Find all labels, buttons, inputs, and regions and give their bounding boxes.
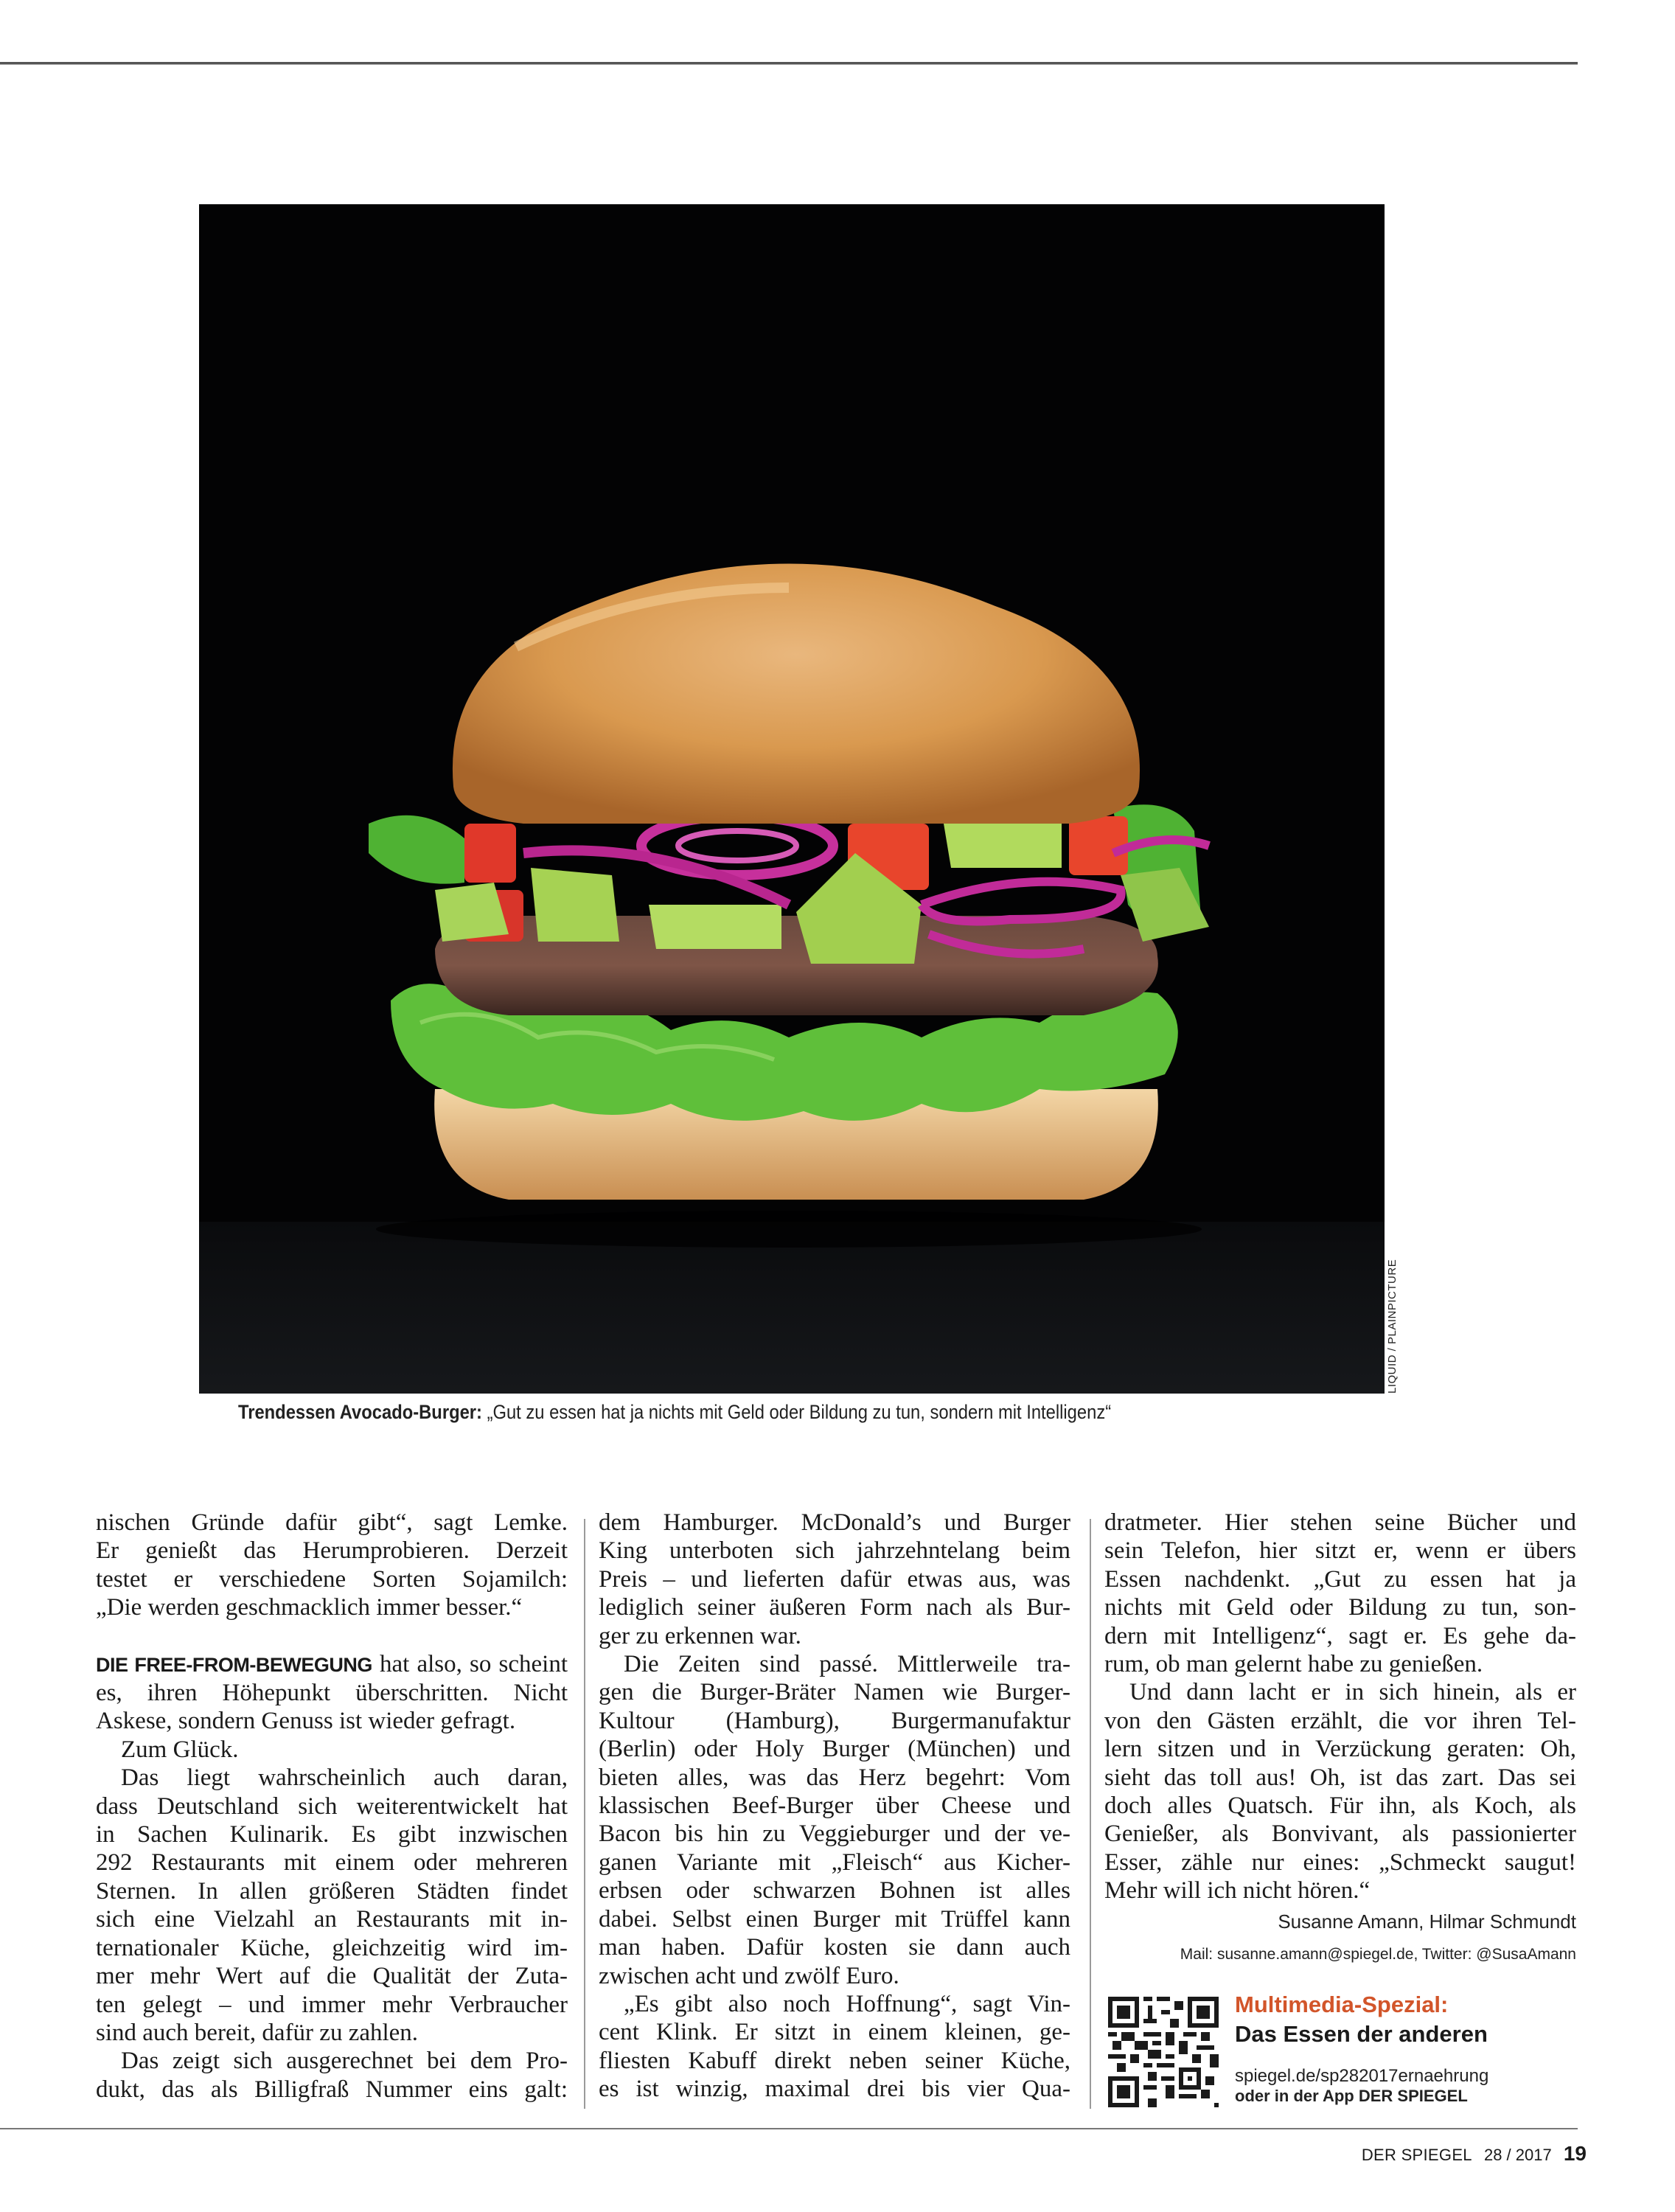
page-footer xyxy=(1362,2142,1587,2166)
photo-credit: LIQUID / PLAINPICTURE xyxy=(1386,1259,1399,1394)
text-line: man haben. Dafür kosten sie dann auch xyxy=(599,1934,1070,1961)
caption-text: „Gut zu essen hat ja nichts mit Geld oder Bildung zu tun, sondern mit Intelligenz“ xyxy=(481,1401,1112,1423)
qr-code-graphic xyxy=(1108,1997,1219,2107)
photo-caption xyxy=(238,1401,1250,1424)
top-rule xyxy=(0,62,1578,65)
text-line: Zum Glück. xyxy=(121,1736,239,1763)
paragraph xyxy=(96,1509,568,1622)
text-line: ger zu erkennen war. xyxy=(599,1622,801,1649)
text-line: fliesten Kabuff direkt neben seiner Küche, xyxy=(599,2047,1070,2074)
text-line: nischen Gründe dafür gibt“, sagt Lemke. xyxy=(96,1509,568,1536)
issue-number: 28 / 2017 xyxy=(1483,2146,1552,2164)
bottom-rule xyxy=(0,2128,1578,2129)
text-line: 292 Restaurants mit einem oder mehreren xyxy=(96,1849,568,1877)
magazine-name: DER SPIEGEL xyxy=(1361,2146,1472,2164)
text-line: ternationaler Küche, gleichzeitig wird im- xyxy=(96,1934,568,1961)
text-line: Sternen. In allen größeren Städten findet xyxy=(96,1877,568,1905)
text-line: sieht das toll aus! Oh, ist das zart. Das sei xyxy=(1104,1764,1576,1791)
text-line: Essen nachdenkt. „Gut zu essen hat ja xyxy=(1104,1565,1576,1593)
text-line: Das zeigt sich ausgerechnet bei dem Pro- xyxy=(121,2048,568,2075)
text-line: sich eine Vielzahl an Restaurants mit in- xyxy=(96,1906,568,1933)
article-column-3 xyxy=(1104,1509,1576,1969)
text-line: sind auch bereit, dafür zu zahlen. xyxy=(96,2019,419,2046)
text-line: Esser, zähle nur eines: „Schmeckt saugut! xyxy=(1104,1848,1576,1876)
text-line: Genießer, als Bonvivant, als passionierter xyxy=(1104,1820,1576,1848)
multimedia-title: Das Essen der anderen xyxy=(1235,2021,1488,2047)
paragraph xyxy=(599,1990,1070,2104)
text-line: von den Gästen erzählt, die vor ihren Tel- xyxy=(1104,1707,1576,1734)
text-line: doch alles Quatsch. Für ihn, als Koch, als xyxy=(1104,1792,1576,1820)
text-line: (Berlin) oder Holy Burger (München) und xyxy=(599,1736,1070,1763)
text-line: dem Hamburger. McDonald’s und Burger xyxy=(599,1509,1070,1536)
text-line: bieten alles, was das Herz begehrt: Vom xyxy=(599,1764,1070,1791)
text-line: sein Telefon, hier sitzt er, wenn er übers xyxy=(1104,1537,1576,1565)
text-line: mer mehr Wert auf die Qualität der Zuta- xyxy=(96,1963,568,1990)
multimedia-kicker: Multimedia-Spezial: xyxy=(1235,1992,1449,2017)
text-line: King unterboten sich jahrzehntelang beim xyxy=(599,1537,1070,1565)
text-line: es ist winzig, maximal drei bis vier Qua- xyxy=(599,2076,1070,2103)
paragraph xyxy=(1104,1509,1576,1678)
text-line: Bacon bis hin zu Veggieburger und der ve- xyxy=(599,1820,1070,1848)
text-line: dern mit Intelligenz“, sagt er. Es gehe da- xyxy=(1104,1622,1576,1649)
text-line: erbsen oder schwarzen Bohnen ist alles xyxy=(599,1877,1070,1905)
text-line: ganen Variante mit „Fleisch“ aus Kicher- xyxy=(599,1848,1070,1876)
author-contact[interactable]: Mail: susanne.amann@spiegel.de, Twitter: @SusaAmann xyxy=(1180,1945,1576,1963)
column-divider xyxy=(584,1519,585,2109)
text-line: hat also, so scheint xyxy=(372,1650,568,1677)
paragraph xyxy=(96,1736,568,1764)
text-line: Mehr will ich nicht hören.“ xyxy=(1104,1877,1371,1905)
text-line: Preis – und lieferten dafür etwas aus, was xyxy=(599,1565,1070,1593)
text-line: klassischen Beef-Burger über Cheese und xyxy=(599,1792,1070,1820)
qr-code-icon[interactable] xyxy=(1108,1997,1219,2107)
burger-photo xyxy=(199,204,1385,1394)
text-line: dass Deutschland sich weiterentwickelt hat xyxy=(96,1792,568,1820)
paragraph xyxy=(599,1650,1070,1990)
text-line: „Es gibt also noch Hoffnung“, sagt Vin- xyxy=(624,1990,1070,2017)
text-line: in Sachen Kulinarik. Es gibt inzwischen xyxy=(96,1821,568,1848)
text-line: Und dann lacht er in sich hinein, als er xyxy=(1129,1679,1576,1706)
text-line: Die Zeiten sind passé. Mittlerweile tra- xyxy=(624,1651,1070,1678)
text-line: nichts mit Geld oder Bildung zu tun, son- xyxy=(1104,1594,1576,1621)
article-authors: Susanne Amann, Hilmar Schmundt xyxy=(1278,1910,1576,1933)
text-line: dratmeter. Hier stehen seine Bücher und xyxy=(1104,1509,1576,1536)
text-line: rum, ob man gelernt habe zu genießen. xyxy=(1104,1651,1483,1678)
multimedia-app-note: oder in der App DER SPIEGEL xyxy=(1235,2087,1468,2105)
section-lead-in: DIE FREE-FROM-BEWEGUNG xyxy=(96,1653,372,1676)
paragraph xyxy=(599,1509,1070,1650)
column-divider xyxy=(1090,1519,1091,2109)
text-line: lediglich seiner äußeren Form nach als Bur- xyxy=(599,1594,1070,1621)
paragraph xyxy=(96,1764,568,2047)
text-line: dabei. Selbst einen Burger mit Trüffel kann xyxy=(599,1905,1070,1933)
paragraph xyxy=(1104,1678,1576,1905)
text-line: Kultour (Hamburg), Burgermanufaktur xyxy=(599,1707,1070,1734)
text-line: es, ihren Höhepunkt überschritten. Nicht xyxy=(96,1680,568,1707)
caption-lead: Trendessen Avocado-Burger: xyxy=(238,1401,482,1423)
text-line: dukt, das als Billigfraß Nummer eins galt: xyxy=(96,2076,568,2103)
text-line: cent Klink. Er sitzt in einem kleinen, ge- xyxy=(599,2019,1070,2046)
text-line: gen die Burger-Bräter Namen wie Burger- xyxy=(599,1679,1070,1706)
text-line: ten gelegt – und immer mehr Verbraucher xyxy=(96,1991,568,2018)
text-line: Er genießt das Herumprobieren. Derzeit xyxy=(96,1537,568,1565)
multimedia-box xyxy=(1235,1991,1488,2106)
text-line: lern sitzen und in Verzückung geraten: Oh, xyxy=(1104,1736,1576,1763)
text-line: testet er verschiedene Sorten Sojamilch: xyxy=(96,1565,568,1593)
text-line: Das liegt wahrscheinlich auch daran, xyxy=(121,1764,568,1792)
article-column-2 xyxy=(599,1509,1070,2104)
text-line: „Die werden geschmacklich immer besser.“ xyxy=(96,1594,523,1621)
page-number: 19 xyxy=(1563,2142,1587,2165)
text-line: Askese, sondern Genuss ist wieder gefragt. xyxy=(96,1708,516,1735)
article-column-1 xyxy=(96,1509,568,2104)
multimedia-link[interactable]: spiegel.de/sp282017ernaehrung xyxy=(1235,2066,1489,2086)
burger-illustration xyxy=(199,204,1385,1394)
paragraph-section-start xyxy=(96,1650,568,1736)
text-line: zwischen acht und zwölf Euro. xyxy=(599,1962,899,1989)
paragraph xyxy=(96,2047,568,2104)
